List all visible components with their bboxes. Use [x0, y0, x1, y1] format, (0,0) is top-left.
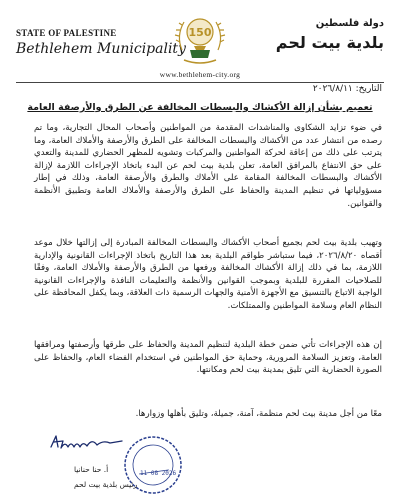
svg-text:150: 150: [188, 26, 212, 39]
closing-line: معًا من أجل مدينة بيت لحم منظمة، آمنة، جميلة، وتليق بأهلها وزوارها.: [135, 409, 382, 419]
website-url: www.bethlehem-city.org: [159, 70, 241, 79]
handwritten-signature: [48, 432, 128, 454]
municipality-name-ar: بلدية بيت لحم: [275, 33, 384, 52]
letter-subject: تعميم بشأن إزالة الأكشاك والبسطات المخالفة عن الطرق والأرصفة العامة: [27, 102, 373, 113]
paragraph-2: وتهيب بلدية بيت لحم بجميع أصحاب الأكشاك والبسطات المخالفة المبادرة إلى إزالتها خلال موعد أقصاه ٢٠٢٦/٨/٢٠، فيما ستباشر طواقم البلدية بعد هذا التاريخ باتخاذ الإجراءات القانونية والإدارية اللازمة، بما في ذلك إزالة الأكشاك المخالفة ورفعها من الطرق والأرصفة والأملاك العامة، وفقًا للصلاحيات المقررة للبلدية وبموجب القوانين والأنظمة والتعليمات النافذة والإجراءات القانونية الواجبة الاتباع بالتنسيق مع الأجهزة الأمنية والجهات الرسمية ذات العلاقة، وبما يكفل المحافظة على النظام العام وسلامة المواطنين والممتلكات.: [34, 238, 382, 311]
header-divider: [16, 82, 384, 83]
state-name-en: STATE OF PALESTINE: [16, 28, 117, 38]
municipality-logo: [170, 6, 230, 68]
signer-name: أ. حنا حنانيا: [74, 465, 109, 474]
paragraph-3: إن هذه الإجراءات تأتي ضمن خطة البلدية لتنظيم المدينة والحفاظ على طرقها وأرصفتها ومرافقها العامة، وتعزيز السلامة المرورية، وحماية حق المواطنين في استخدام الفضاء العام، والحفاظ على الصورة الحضارية التي تليق بمدينة بيت لحم ومكانتها.: [34, 340, 382, 376]
letter-date: التاريخ: ٢٠٢٦/٨/١١: [312, 84, 382, 94]
header-english: [16, 28, 186, 57]
municipality-name-en: Bethlehem Municipality: [16, 41, 186, 57]
stamp-date: 11 08 2026: [140, 470, 177, 477]
paragraph-1: في ضوء تزايد الشكاوى والمناشدات المقدمة من المواطنين وأصحاب المحال التجارية، وما تم رصده من انتشار عدد من الأكشاك والبسطات المخالفة على الطرق والأرصفة والأملاك العامة، وما يترتب على ذلك من إعاقة لحركة المواطنين والمركبات وتشويه للمظهر الحضاري للمدينة والتعدي على حق الانتفاع بالمرافق العامة، تعلن بلدية بيت لحم عن البدء باتخاذ الإجراءات اللازمة لإزالة الأكشاك والبسطات المخالفة المقامة على الأملاك والطرق والأرصفة العامة، وذلك في إطار مسؤولياتها في تنظيم المدينة والحفاظ على الطرق والأرصفة والأملاك العامة وتطبيق الأنظمة والقوانين.: [34, 123, 382, 209]
header-arabic: [264, 18, 384, 52]
state-name-ar: دولة فلسطين: [315, 18, 384, 29]
signer-title: رئيس بلدية بيت لحم: [74, 480, 138, 489]
